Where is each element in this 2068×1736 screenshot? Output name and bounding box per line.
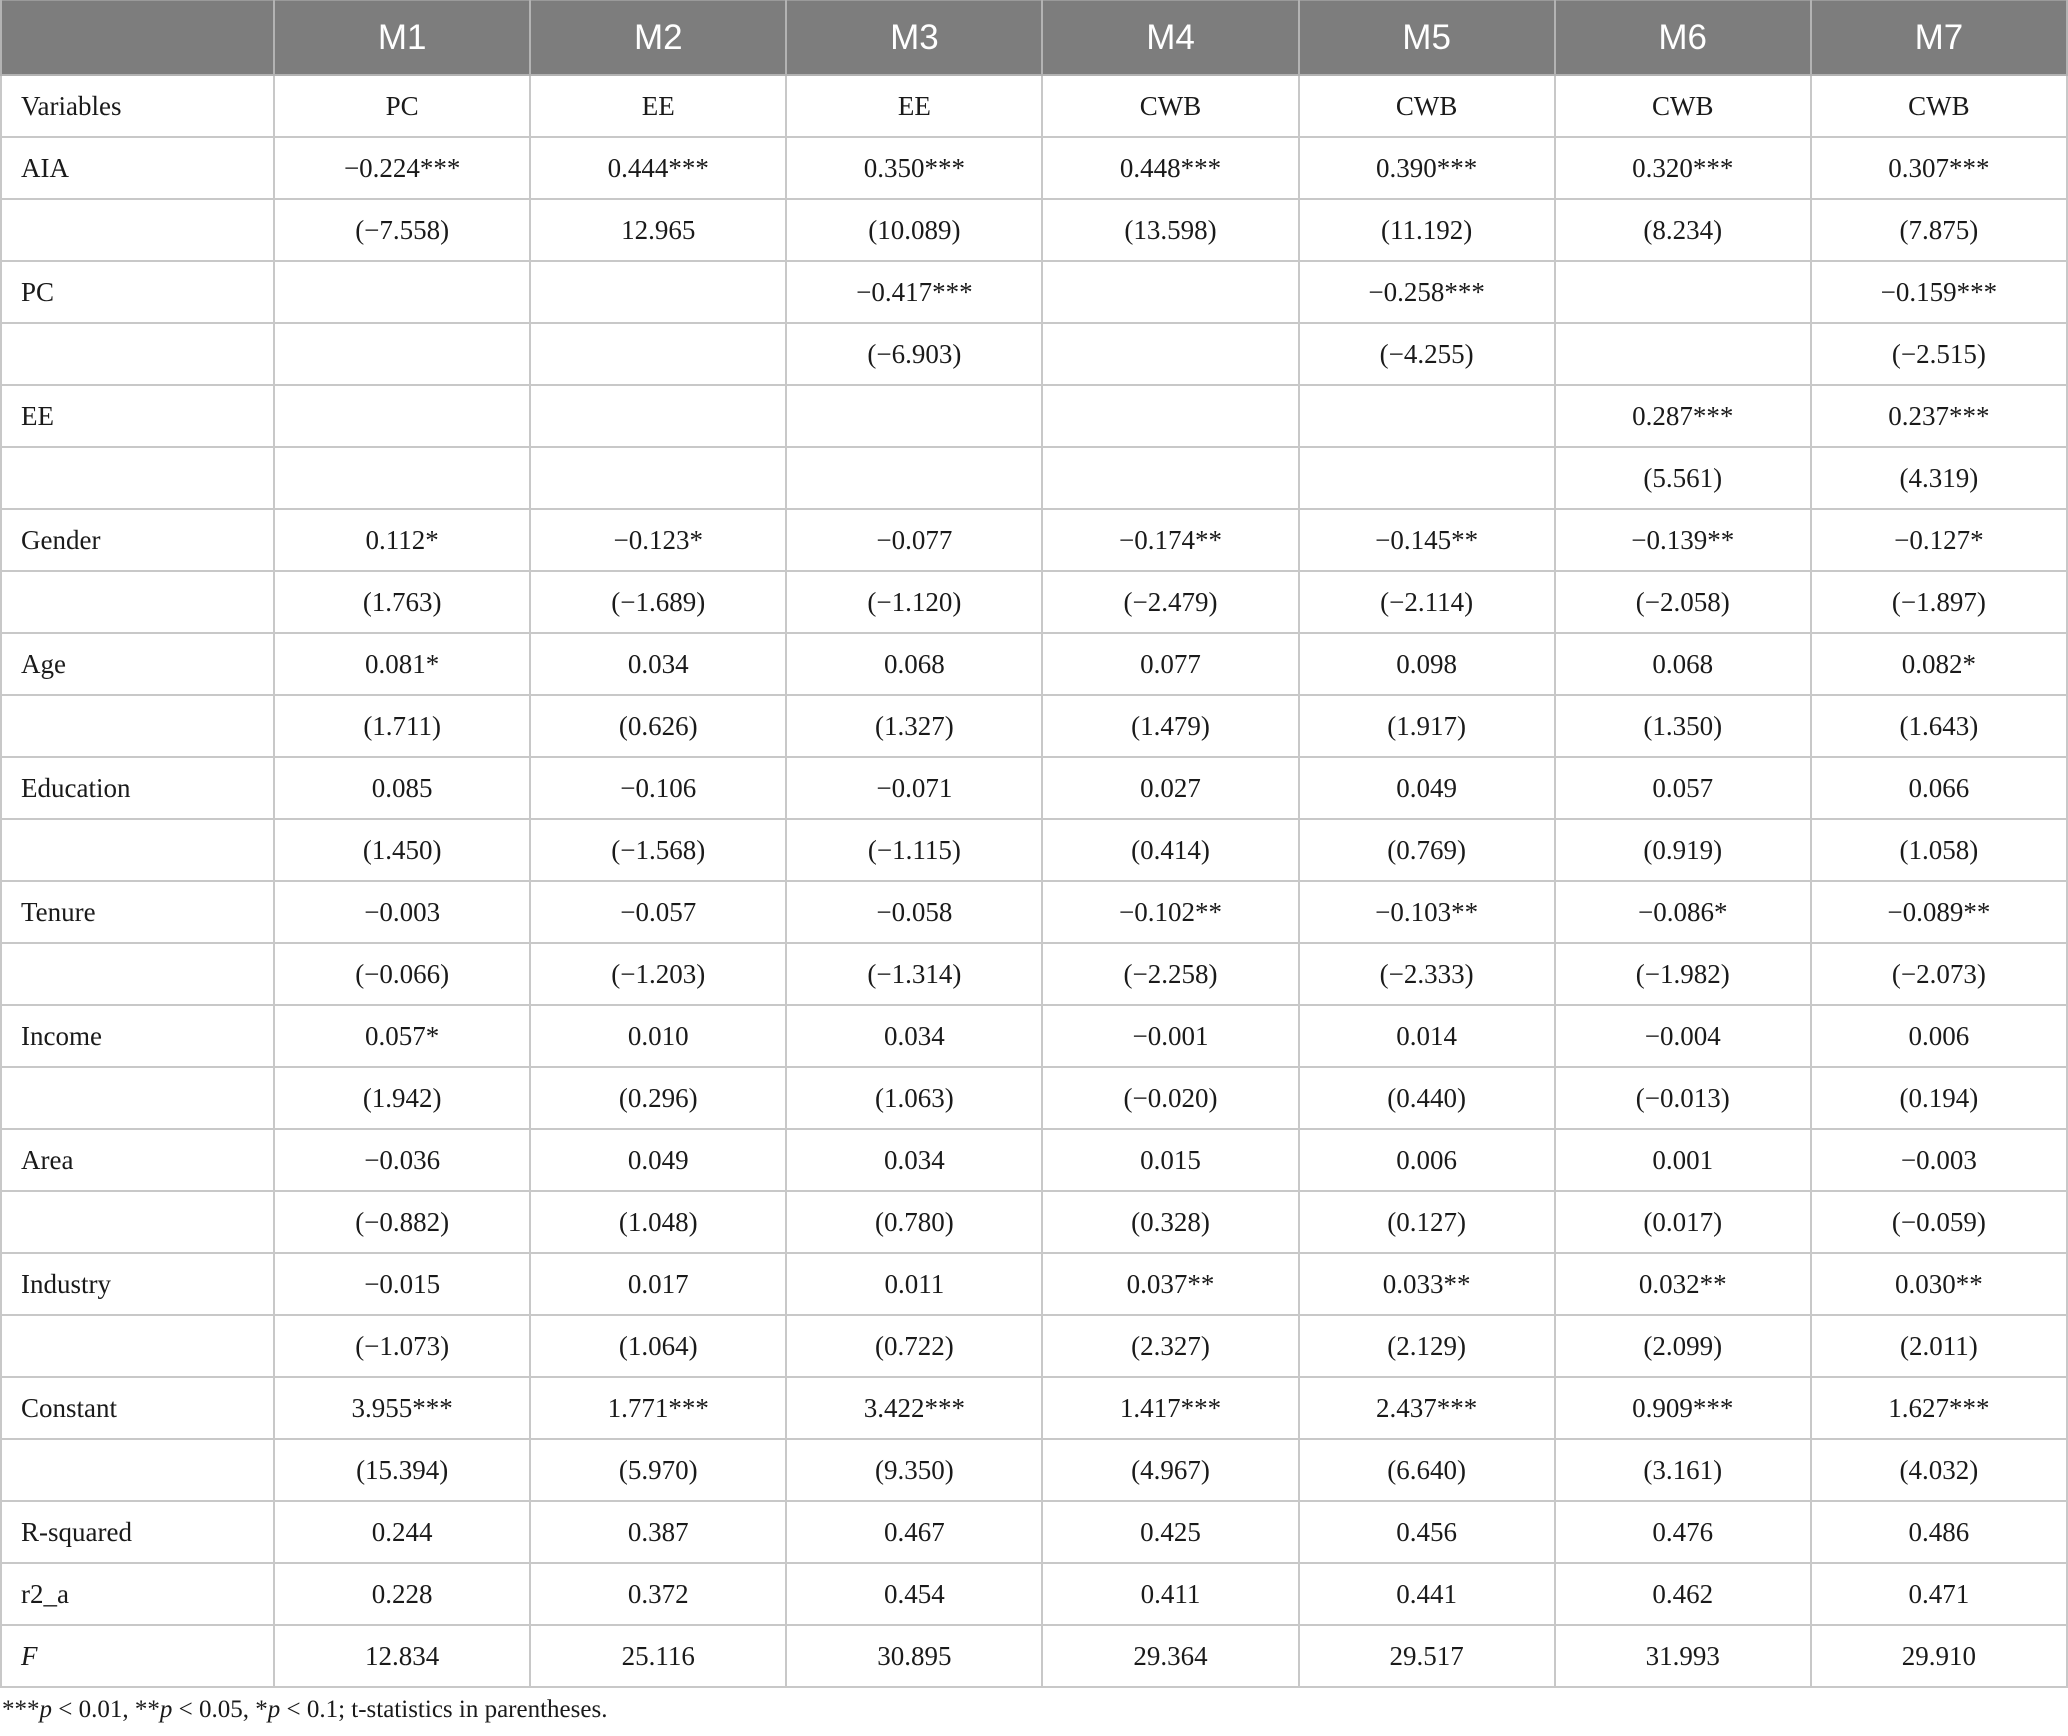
table-cell: −0.123* xyxy=(530,509,786,571)
table-cell: (−1.689) xyxy=(530,571,786,633)
table-cell: 0.471 xyxy=(1811,1563,2067,1625)
table-cell: (−2.258) xyxy=(1042,943,1298,1005)
table-cell: (−2.073) xyxy=(1811,943,2067,1005)
table-cell: (−1.120) xyxy=(786,571,1042,633)
row-label xyxy=(1,323,274,385)
table-cell: −0.001 xyxy=(1042,1005,1298,1067)
table-cell: (−1.897) xyxy=(1811,571,2067,633)
header-model-2: M2 xyxy=(530,1,786,76)
row-label: Income xyxy=(1,1005,274,1067)
table-cell: 1.771*** xyxy=(530,1377,786,1439)
header-model-1: M1 xyxy=(274,1,530,76)
table-row xyxy=(1,323,2067,385)
table-cell: (−4.255) xyxy=(1299,323,1555,385)
table-cell xyxy=(1555,323,1811,385)
table-cell xyxy=(1299,447,1555,509)
table-cell: CWB xyxy=(1555,75,1811,137)
table-row xyxy=(1,819,2067,881)
table-row xyxy=(1,1315,2067,1377)
table-cell: 0.068 xyxy=(786,633,1042,695)
table-cell: (−1.203) xyxy=(530,943,786,1005)
table-cell: 31.993 xyxy=(1555,1625,1811,1687)
footnote-p-2: p xyxy=(159,1696,173,1723)
table-cell: 0.032** xyxy=(1555,1253,1811,1315)
table-cell: EE xyxy=(530,75,786,137)
table-cell: (−2.479) xyxy=(1042,571,1298,633)
row-label: PC xyxy=(1,261,274,323)
table-cell: 0.057 xyxy=(1555,757,1811,819)
table-cell: (11.192) xyxy=(1299,199,1555,261)
table-cell: −0.003 xyxy=(274,881,530,943)
row-label xyxy=(1,1439,274,1501)
table-cell: (0.440) xyxy=(1299,1067,1555,1129)
table-cell: 0.486 xyxy=(1811,1501,2067,1563)
table-cell: (0.127) xyxy=(1299,1191,1555,1253)
table-cell: 0.034 xyxy=(786,1129,1042,1191)
table-cell: 0.350*** xyxy=(786,137,1042,199)
row-label xyxy=(1,447,274,509)
table-cell: 25.116 xyxy=(530,1625,786,1687)
footnote-p-3: p xyxy=(267,1696,281,1723)
table-cell: (−0.059) xyxy=(1811,1191,2067,1253)
table-cell: −0.058 xyxy=(786,881,1042,943)
table-cell xyxy=(274,385,530,447)
table-cell: (0.626) xyxy=(530,695,786,757)
table-cell: −0.004 xyxy=(1555,1005,1811,1067)
table-cell: (2.011) xyxy=(1811,1315,2067,1377)
table-cell: 0.010 xyxy=(530,1005,786,1067)
table-cell: (−2.515) xyxy=(1811,323,2067,385)
table-cell: 0.082* xyxy=(1811,633,2067,695)
row-label: Constant xyxy=(1,1377,274,1439)
table-cell: (4.032) xyxy=(1811,1439,2067,1501)
table-cell: −0.057 xyxy=(530,881,786,943)
table-cell: 1.627*** xyxy=(1811,1377,2067,1439)
table-cell: 0.909*** xyxy=(1555,1377,1811,1439)
table-cell: 0.448*** xyxy=(1042,137,1298,199)
table-cell: (7.875) xyxy=(1811,199,2067,261)
table-cell: (−0.066) xyxy=(274,943,530,1005)
table-cell: 0.085 xyxy=(274,757,530,819)
table-cell xyxy=(530,385,786,447)
table-row xyxy=(1,447,2067,509)
table-cell: 12.965 xyxy=(530,199,786,261)
header-model-6: M6 xyxy=(1555,1,1811,76)
row-label: EE xyxy=(1,385,274,447)
row-label: AIA xyxy=(1,137,274,199)
table-cell: (−2.333) xyxy=(1299,943,1555,1005)
table-row xyxy=(1,1501,2067,1563)
table-cell: 0.456 xyxy=(1299,1501,1555,1563)
table-cell: (1.643) xyxy=(1811,695,2067,757)
table-cell: −0.089** xyxy=(1811,881,2067,943)
table-cell: −0.102** xyxy=(1042,881,1298,943)
table-cell: 0.006 xyxy=(1811,1005,2067,1067)
table-cell: (−1.314) xyxy=(786,943,1042,1005)
table-row xyxy=(1,1377,2067,1439)
table-cell: (0.296) xyxy=(530,1067,786,1129)
table-cell: 0.462 xyxy=(1555,1563,1811,1625)
table-row xyxy=(1,757,2067,819)
table-cell: (2.129) xyxy=(1299,1315,1555,1377)
footnote-p-1: p xyxy=(39,1696,52,1723)
table-cell: 0.467 xyxy=(786,1501,1042,1563)
table-cell: 0.476 xyxy=(1555,1501,1811,1563)
row-label xyxy=(1,1067,274,1129)
table-cell: (0.780) xyxy=(786,1191,1042,1253)
table-cell: (1.327) xyxy=(786,695,1042,757)
table-cell: (5.561) xyxy=(1555,447,1811,509)
table-row xyxy=(1,1439,2067,1501)
table-cell: CWB xyxy=(1811,75,2067,137)
table-cell: 0.320*** xyxy=(1555,137,1811,199)
table-cell: −0.145** xyxy=(1299,509,1555,571)
table-row xyxy=(1,1005,2067,1067)
table-cell xyxy=(274,447,530,509)
table-cell: (−1.982) xyxy=(1555,943,1811,1005)
table-cell: −0.071 xyxy=(786,757,1042,819)
table-cell: 0.411 xyxy=(1042,1563,1298,1625)
header-row xyxy=(1,1,2067,76)
table-cell xyxy=(1042,447,1298,509)
table-cell xyxy=(274,323,530,385)
table-cell: (8.234) xyxy=(1555,199,1811,261)
row-label: Variables xyxy=(1,75,274,137)
table-cell xyxy=(1042,261,1298,323)
table-cell: 0.425 xyxy=(1042,1501,1298,1563)
table-cell: 0.014 xyxy=(1299,1005,1555,1067)
table-cell xyxy=(1299,385,1555,447)
table-cell: −0.003 xyxy=(1811,1129,2067,1191)
footnote-text-1: < 0.01, xyxy=(52,1696,135,1723)
table-row xyxy=(1,633,2067,695)
table-cell: (1.711) xyxy=(274,695,530,757)
table-cell: (1.064) xyxy=(530,1315,786,1377)
table-cell: (0.328) xyxy=(1042,1191,1298,1253)
header-model-7: M7 xyxy=(1811,1,2067,76)
table-cell: 29.910 xyxy=(1811,1625,2067,1687)
table-cell: −0.015 xyxy=(274,1253,530,1315)
table-cell: (−0.020) xyxy=(1042,1067,1298,1129)
table-cell: 0.011 xyxy=(786,1253,1042,1315)
row-label xyxy=(1,943,274,1005)
table-cell: (1.917) xyxy=(1299,695,1555,757)
table-cell: (10.089) xyxy=(786,199,1042,261)
table-cell: (1.479) xyxy=(1042,695,1298,757)
table-cell: −0.086* xyxy=(1555,881,1811,943)
table-cell: (1.350) xyxy=(1555,695,1811,757)
table-cell: 0.049 xyxy=(530,1129,786,1191)
table-cell: −0.258*** xyxy=(1299,261,1555,323)
table-cell xyxy=(786,447,1042,509)
table-cell: 0.034 xyxy=(530,633,786,695)
table-cell: −0.417*** xyxy=(786,261,1042,323)
row-label xyxy=(1,695,274,757)
table-cell: 0.454 xyxy=(786,1563,1042,1625)
table-row xyxy=(1,881,2067,943)
table-cell: −0.036 xyxy=(274,1129,530,1191)
table-cell: 0.077 xyxy=(1042,633,1298,695)
table-cell: (1.058) xyxy=(1811,819,2067,881)
table-cell: (1.048) xyxy=(530,1191,786,1253)
table-cell xyxy=(1042,385,1298,447)
table-cell: 1.417*** xyxy=(1042,1377,1298,1439)
table-cell: (0.919) xyxy=(1555,819,1811,881)
table-row xyxy=(1,1625,2067,1687)
table-cell: (−0.882) xyxy=(274,1191,530,1253)
table-cell: (2.099) xyxy=(1555,1315,1811,1377)
table-cell xyxy=(1042,323,1298,385)
table-cell: 2.437*** xyxy=(1299,1377,1555,1439)
table-cell: (5.970) xyxy=(530,1439,786,1501)
table-cell: −0.077 xyxy=(786,509,1042,571)
table-cell: 0.066 xyxy=(1811,757,2067,819)
table-cell: −0.139** xyxy=(1555,509,1811,571)
table-cell: (13.598) xyxy=(1042,199,1298,261)
table-cell: 0.387 xyxy=(530,1501,786,1563)
footnote-stars-2: ** xyxy=(134,1696,160,1723)
table-cell xyxy=(274,261,530,323)
table-cell: (9.350) xyxy=(786,1439,1042,1501)
table-cell xyxy=(530,323,786,385)
table-cell: 0.112* xyxy=(274,509,530,571)
table-cell: (−2.114) xyxy=(1299,571,1555,633)
table-row xyxy=(1,75,2067,137)
footnote-stars-3: *** xyxy=(2,1696,40,1723)
header-model-4: M4 xyxy=(1042,1,1298,76)
table-cell: (0.414) xyxy=(1042,819,1298,881)
table-cell: −0.174** xyxy=(1042,509,1298,571)
table-cell: 0.372 xyxy=(530,1563,786,1625)
table-cell: −0.159*** xyxy=(1811,261,2067,323)
table-cell: −0.224*** xyxy=(274,137,530,199)
table-row xyxy=(1,385,2067,447)
row-label: Area xyxy=(1,1129,274,1191)
table-cell: PC xyxy=(274,75,530,137)
table-cell xyxy=(530,447,786,509)
table-cell: 3.955*** xyxy=(274,1377,530,1439)
table-row xyxy=(1,571,2067,633)
row-label: Age xyxy=(1,633,274,695)
table-row xyxy=(1,1253,2067,1315)
table-cell: (−6.903) xyxy=(786,323,1042,385)
table-cell: (3.161) xyxy=(1555,1439,1811,1501)
table-cell: 0.081* xyxy=(274,633,530,695)
table-cell: 0.057* xyxy=(274,1005,530,1067)
table-cell: (−1.073) xyxy=(274,1315,530,1377)
table-cell xyxy=(786,385,1042,447)
table-row xyxy=(1,509,2067,571)
table-cell: (0.017) xyxy=(1555,1191,1811,1253)
table-row xyxy=(1,199,2067,261)
table-cell: 0.098 xyxy=(1299,633,1555,695)
row-label: R-squared xyxy=(1,1501,274,1563)
table-cell: 0.015 xyxy=(1042,1129,1298,1191)
table-cell: (1.942) xyxy=(274,1067,530,1129)
table-cell: (−1.115) xyxy=(786,819,1042,881)
table-cell: 0.287*** xyxy=(1555,385,1811,447)
table-cell: (1.450) xyxy=(274,819,530,881)
row-label xyxy=(1,571,274,633)
row-label: Gender xyxy=(1,509,274,571)
header-corner-cell xyxy=(1,1,274,76)
header-model-5: M5 xyxy=(1299,1,1555,76)
row-label: Tenure xyxy=(1,881,274,943)
table-cell: (−0.013) xyxy=(1555,1067,1811,1129)
row-label: Industry xyxy=(1,1253,274,1315)
row-label: r2_a xyxy=(1,1563,274,1625)
table-cell: −0.106 xyxy=(530,757,786,819)
table-cell: 0.034 xyxy=(786,1005,1042,1067)
table-cell: 0.033** xyxy=(1299,1253,1555,1315)
table-cell: 0.049 xyxy=(1299,757,1555,819)
table-cell: (2.327) xyxy=(1042,1315,1298,1377)
table-cell: 29.517 xyxy=(1299,1625,1555,1687)
table-cell: 0.006 xyxy=(1299,1129,1555,1191)
table-cell: 0.017 xyxy=(530,1253,786,1315)
table-row xyxy=(1,137,2067,199)
table-body xyxy=(1,75,2067,1687)
table-row xyxy=(1,1191,2067,1253)
table-cell: (0.722) xyxy=(786,1315,1042,1377)
table-row xyxy=(1,1563,2067,1625)
table-cell: (−7.558) xyxy=(274,199,530,261)
table-cell: 0.037** xyxy=(1042,1253,1298,1315)
table-cell: 0.030** xyxy=(1811,1253,2067,1315)
table-cell: 30.895 xyxy=(786,1625,1042,1687)
table-cell: (4.967) xyxy=(1042,1439,1298,1501)
table-cell: (−1.568) xyxy=(530,819,786,881)
table-cell: CWB xyxy=(1299,75,1555,137)
table-cell: (15.394) xyxy=(274,1439,530,1501)
table-cell: EE xyxy=(786,75,1042,137)
table-cell: 12.834 xyxy=(274,1625,530,1687)
table-row xyxy=(1,1129,2067,1191)
table-cell: (4.319) xyxy=(1811,447,2067,509)
table-row xyxy=(1,695,2067,757)
row-label xyxy=(1,199,274,261)
table-cell: 0.307*** xyxy=(1811,137,2067,199)
row-label: F xyxy=(1,1625,274,1687)
footnote-stars-1: * xyxy=(255,1696,268,1723)
row-label xyxy=(1,819,274,881)
table-cell: 0.441 xyxy=(1299,1563,1555,1625)
table-footnote xyxy=(2,1696,607,1724)
table-cell: (1.763) xyxy=(274,571,530,633)
table-cell: −0.127* xyxy=(1811,509,2067,571)
table-cell: 0.237*** xyxy=(1811,385,2067,447)
table-cell: 0.068 xyxy=(1555,633,1811,695)
table-cell: 3.422*** xyxy=(786,1377,1042,1439)
header-model-3: M3 xyxy=(786,1,1042,76)
table-cell: (1.063) xyxy=(786,1067,1042,1129)
table-cell xyxy=(1555,261,1811,323)
footnote-text-2: < 0.05, xyxy=(172,1696,256,1723)
table-cell: (0.769) xyxy=(1299,819,1555,881)
table-cell: 0.444*** xyxy=(530,137,786,199)
table-cell: (−2.058) xyxy=(1555,571,1811,633)
table-cell: −0.103** xyxy=(1299,881,1555,943)
table-row xyxy=(1,261,2067,323)
table-cell: 0.228 xyxy=(274,1563,530,1625)
row-label xyxy=(1,1191,274,1253)
row-label: Education xyxy=(1,757,274,819)
table-cell: 0.390*** xyxy=(1299,137,1555,199)
table-cell xyxy=(530,261,786,323)
table-cell: 0.027 xyxy=(1042,757,1298,819)
footnote-text-3: < 0.1; t-statistics in parentheses. xyxy=(280,1696,608,1723)
table-cell: 0.001 xyxy=(1555,1129,1811,1191)
table-cell: (6.640) xyxy=(1299,1439,1555,1501)
table-cell: CWB xyxy=(1042,75,1298,137)
row-label xyxy=(1,1315,274,1377)
table-cell: 0.244 xyxy=(274,1501,530,1563)
table-row xyxy=(1,1067,2067,1129)
table-header xyxy=(1,1,2067,76)
table-row xyxy=(1,943,2067,1005)
table-cell: (0.194) xyxy=(1811,1067,2067,1129)
table-cell: 29.364 xyxy=(1042,1625,1298,1687)
